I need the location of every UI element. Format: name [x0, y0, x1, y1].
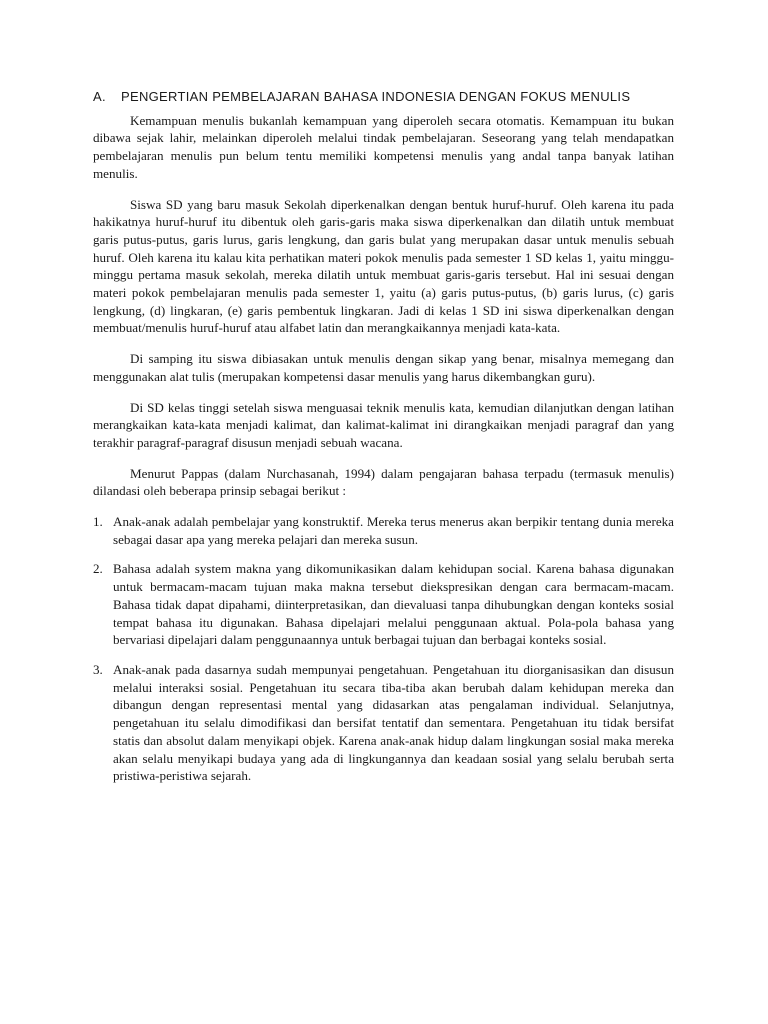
list-number: 2.	[93, 561, 103, 577]
list-text: Anak-anak adalah pembelajar yang konstruktif. Mereka terus menerus akan berpikir tentang dunia mereka sebagai dasar apa yang mereka pelajari dan mereka susun.	[113, 514, 674, 547]
section-marker: A.	[93, 89, 106, 104]
section-title: PENGERTIAN PEMBELAJARAN BAHASA INDONESIA DENGAN FOKUS MENULIS	[121, 89, 631, 104]
paragraph-5: Menurut Pappas (dalam Nurchasanah, 1994) dalam pengajaran bahasa terpadu (termasuk menulis) dilandasi oleh beberapa prinsip sebagai berikut :	[93, 465, 674, 499]
paragraph-1: Kemampuan menulis bukanlah kemampuan yang diperoleh secara otomatis. Kemampuan itu bukan dibawa sejak lahir, melainkan diperoleh melalui tindak pembelajaran. Seseorang yang telah mendapatkan pembelajaran menulis pun belum tentu memiliki kompetensi menulis yang andal tanpa banyak latihan menulis.	[93, 112, 674, 181]
list-item	[93, 661, 674, 785]
list-number: 1.	[93, 514, 103, 530]
list-text: Anak-anak pada dasarnya sudah mempunyai pengetahuan. Pengetahuan itu diorganisasikan dan disusun melalui interaksi sosial. Pengetahuan itu secara tiba-tiba akan berubah dalam kehidupan mereka dan dibangun dengan representasi mental yang didasarkan atas pengalaman individual. Selanjutnya, pengetahuan itu selalu dimodifikasi dan bersifat tentatif dan sementara. Pengetahuan itu tidak bersifat statis dan absolut dalam menyikapi objek. Karena anak-anak hidup dalam lingkungan sosial maka mereka akan selalu menyikapi budaya yang ada di lingkungannya dan keadaan sosial yang selalu berubah serta pristiwa-peristiwa sejarah.	[113, 661, 674, 784]
principles-list	[93, 513, 674, 785]
list-item	[93, 560, 674, 649]
paragraph-2: Siswa SD yang baru masuk Sekolah diperkenalkan dengan bentuk huruf-huruf. Oleh karena itu pada hakikatnya huruf-huruf itu dibentuk oleh garis-garis maka siswa diperkenalkan dan dilatih untuk membuat garis putus-putus, garis lurus, garis lengkung, dan garis bulat yang merupakan dasar untuk menulis sebuah huruf. Oleh karena itu kalau kita perhatikan materi pokok menulis pada semester 1 SD kelas 1, yaitu minggu-minggu pertama masuk sekolah, mereka dilatih untuk membuat garis-garis tersebut. Hal ini sesuai dengan materi pokok pembelajaran menulis pada semester 1, yaitu (a) garis putus-putus, (b) garis lurus, (c) garis lengkung, (d) lingkaran, (e) garis pembentuk lingkaran. Jadi di kelas 1 SD ini siswa diperkenalkan dengan membuat/menulis huruf-huruf atau alfabet latin dan merangkaikannya menjadi kata-kata.	[93, 196, 674, 336]
list-text: Bahasa adalah system makna yang dikomunikasikan dalam kehidupan social. Karena bahasa digunakan untuk bermacam-macam tujuan maka makna tersebut diekspresikan dengan cara bermacam-macam. Bahasa tidak dapat dipahami, diinterpretasikan, dan dievaluasi tanpa dihubungkan dengan konteks sosial tempat bahasa itu digunakan. Bahasa dipelajari melalui penggunaan aktual. Pola-pola bahasa yang bervariasi dipelajari dalam penggunaannya untuk berbagai tujuan dan berbagai konteks sosial.	[113, 561, 674, 648]
paragraph-3: Di samping itu siswa dibiasakan untuk menulis dengan sikap yang benar, misalnya memegang dan menggunakan alat tulis (merupakan kompetensi dasar menulis yang harus dikembangkan guru).	[93, 351, 674, 384]
document-page	[93, 88, 674, 797]
list-number: 3.	[93, 661, 103, 677]
paragraph-4: Di SD kelas tinggi setelah siswa menguasai teknik menulis kata, kemudian dilanjutkan dengan latihan merangkaikan kata-kata menjadi kalimat, dan kalimat-kalimat ini dirangkaikan menjadi paragraf dan yang terakhir paragraf-paragraf disusun menjadi sebuah wacana.	[93, 399, 674, 450]
section-heading	[93, 88, 674, 106]
list-item	[93, 513, 674, 548]
